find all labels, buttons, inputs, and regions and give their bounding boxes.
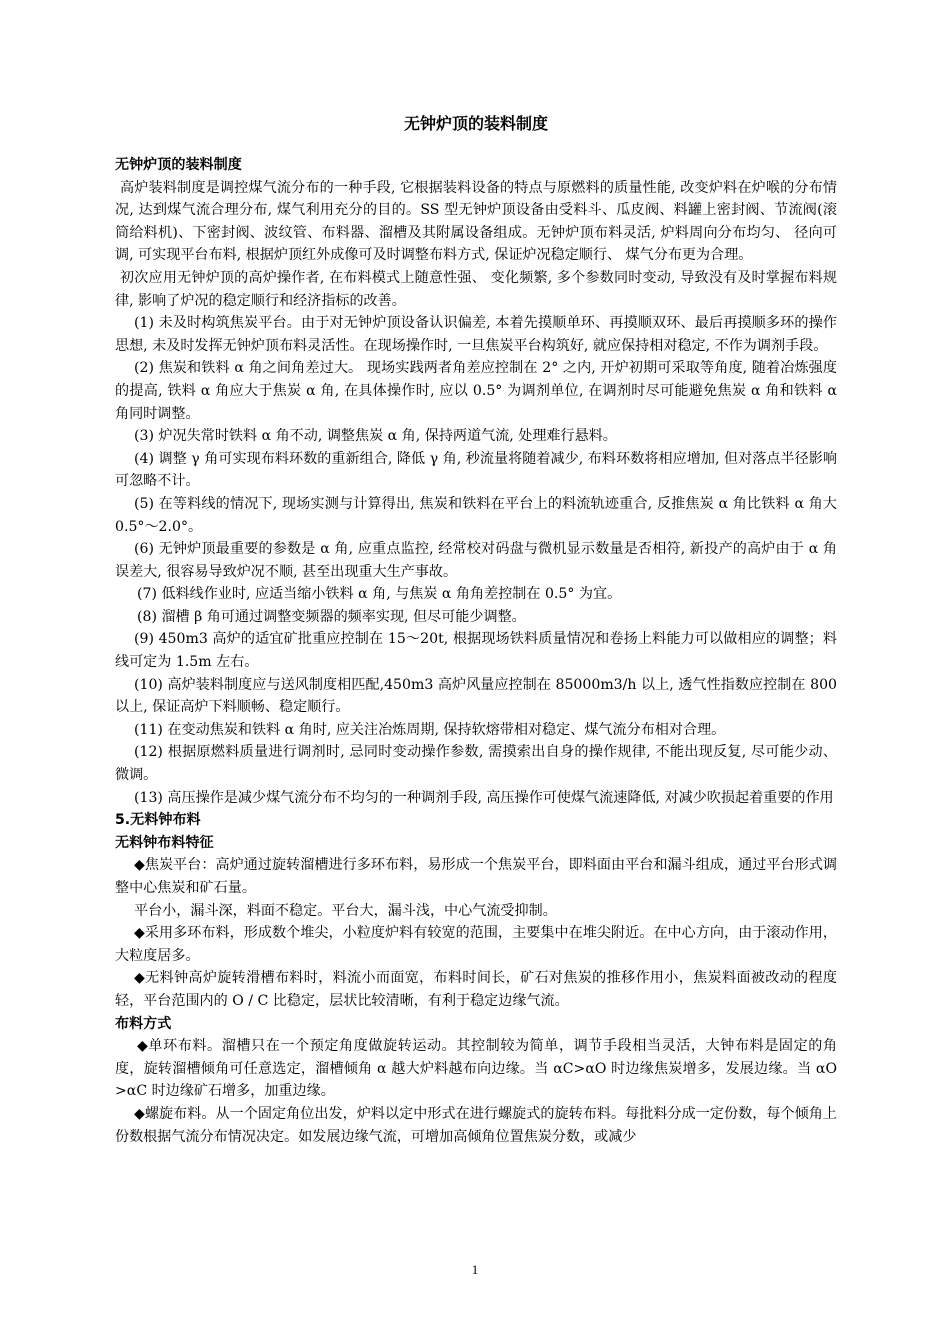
bullet-paragraph: ◆采用多环布料，形成数个堆尖，小粒度炉料有较宽的范围，主要集中在堆尖附近。在中心方向，由于滚动作用，大粒度居多。: [115, 925, 837, 964]
list-item: (8) 溜槽 β 角可通过调整变频器的频率实现, 但尽可能少调整。: [137, 608, 526, 625]
list-item: (9) 450m3 高炉的适宜矿批重应控制在 15～20t, 根据现场铁料质量情况和卷扬上料能力可以做相应的调整；料线可定为 1.5m 左右。: [115, 631, 837, 671]
paragraph: 初次应用无钟炉顶的高炉操作者, 在布料模式上随意性强、 变化频繁, 多个参数同时变动, 导致没有及时掌握布料规律, 影响了炉况的稳定顺行和经济指标的改善。: [115, 269, 837, 309]
list-item: (1) 未及时构筑焦炭平台。由于对无钟炉顶设备认识偏差, 本着先摸顺单环、再摸顺双环、最后再摸顺多环的操作思想, 未及时发挥无钟炉顶布料灵活性。在现场操作时, 一旦焦炭平台构筑好, 就应保持相对稳定, 不作为调剂手段。: [115, 315, 837, 354]
list-item: (7) 低料线作业时, 应适当缩小铁料 α 角, 与焦炭 α 角角差控制在 0.5° 为宜。: [137, 586, 622, 603]
document-body: [115, 112, 837, 1148]
list-item: (12) 根据原燃料质量进行调剂时, 忌同时变动操作参数, 需摸索出自身的操作规律, 不能出现反复, 尽可能少动、微调。: [115, 744, 837, 784]
list-item: (4) 调整 γ 角可实现布料环数的重新组合, 降低 γ 角, 秒流量将随着减少, 布料环数将相应增加, 但对落点半径影响可忽略不计。: [115, 450, 837, 490]
bullet-paragraph: ◆单环布料。溜槽只在一个预定角度做旋转运动。其控制较为简单，调节手段相当灵活，大钟布料是固定的角度，旋转溜槽倾角可任意选定，溜槽倾角 α 越大炉料越布向边缘。当 αC>αO 时边缘焦炭增多，发展边缘。当 αO>αC 时边缘矿石增多，加重边缘。: [115, 1038, 837, 1100]
list-item: (10) 高炉装料制度应与送风制度相匹配,450m3 高炉风量应控制在 85000m3/h 以上, 透气性指数应控制在 800 以上, 保证高炉下料顺畅、稳定顺行。: [115, 676, 837, 716]
page-number: 1: [471, 1262, 479, 1277]
subsection-heading: 无料钟布料特征: [115, 834, 214, 851]
list-item: (11) 在变动焦炭和铁料 α 角时, 应关注冶炼周期, 保持软熔带相对稳定、煤气流分布相对合理。: [134, 721, 726, 738]
subsection-heading: 布料方式: [115, 1015, 172, 1032]
section-heading: 5.无料钟布料: [115, 812, 201, 829]
bullet-paragraph: ◆焦炭平台：高炉通过旋转溜槽进行多环布料，易形成一个焦炭平台，即料面由平台和漏斗组成，通过平台形式调整中心焦炭和矿石量。: [115, 857, 837, 896]
list-item: (13) 高压操作是减少煤气流分布不均匀的一种调剂手段, 高压操作可使煤气流速降低, 对减少吹损起着重要的作用: [134, 789, 834, 806]
list-item: (2) 焦炭和铁料 α 角之间角差过大。 现场实践两者角差应控制在 2° 之内, 开炉初期可采取等角度, 随着冶炼强度的提高, 铁料 α 角应大于焦炭 α 角, 在具体操作时, 应以 0.5° 为调剂单位, 在调剂时尽可能避免焦炭 α 角和铁料 α 角同时调整。: [115, 360, 837, 422]
list-item: (3) 炉况失常时铁料 α 角不动, 调整焦炭 α 角, 保持两道气流, 处理难行悬料。: [134, 428, 617, 445]
paragraph: 平台小，漏斗深，料面不稳定。平台大，漏斗浅，中心气流受抑制。: [134, 902, 557, 919]
paragraph: 高炉装料制度是调控煤气流分布的一种手段, 它根据装料设备的特点与原燃料的质量性能, 改变炉料在炉喉的分布情况, 达到煤气流合理分布, 煤气利用充分的目的。SS 型无钟炉顶设备由受料斗、瓜皮阀、料罐上密封阀、节流阀(滚筒给料机)、下密封阀、波纹管、布料器、溜槽及其附属设备组成。无钟炉顶布料灵活, 炉料周向分布均匀、 径向可调, 可实现平台布料, 根据炉顶红外成像可及时调整布料方式, 保证炉况稳定顺行、 煤气分布更为合理。: [115, 179, 837, 264]
list-item: (5) 在等料线的情况下, 现场实测与计算得出, 焦炭和铁料在平台上的料流轨迹重合, 反推焦炭 α 角比铁料 α 角大 0.5°～2.0°。: [115, 495, 837, 535]
bullet-paragraph: ◆螺旋布料。从一个固定角位出发，炉料以定中形式在进行螺旋式的旋转布料。每批料分成一定份数，每个倾角上份数根据气流分布情况决定。如发展边缘气流，可增加高倾角位置焦炭分数，或减少: [115, 1105, 837, 1145]
document-title: 无钟炉顶的装料制度: [403, 114, 548, 133]
list-item: (6) 无钟炉顶最重要的参数是 α 角, 应重点监控, 经常校对码盘与微机显示数量是否相符, 新投产的高炉由于 α 角误差大, 很容易导致炉况不顺, 甚至出现重大生产事故。: [115, 541, 837, 580]
bullet-paragraph: ◆无料钟高炉旋转滑槽布料时，料流小而面宽，布料时间长，矿石对焦炭的推移作用小，焦炭料面被改动的程度轻，平台范围内的 O / C 比稳定，层状比较清晰，有利于稳定边缘气流。: [115, 970, 837, 1009]
section-heading: 无钟炉顶的装料制度: [115, 157, 242, 173]
